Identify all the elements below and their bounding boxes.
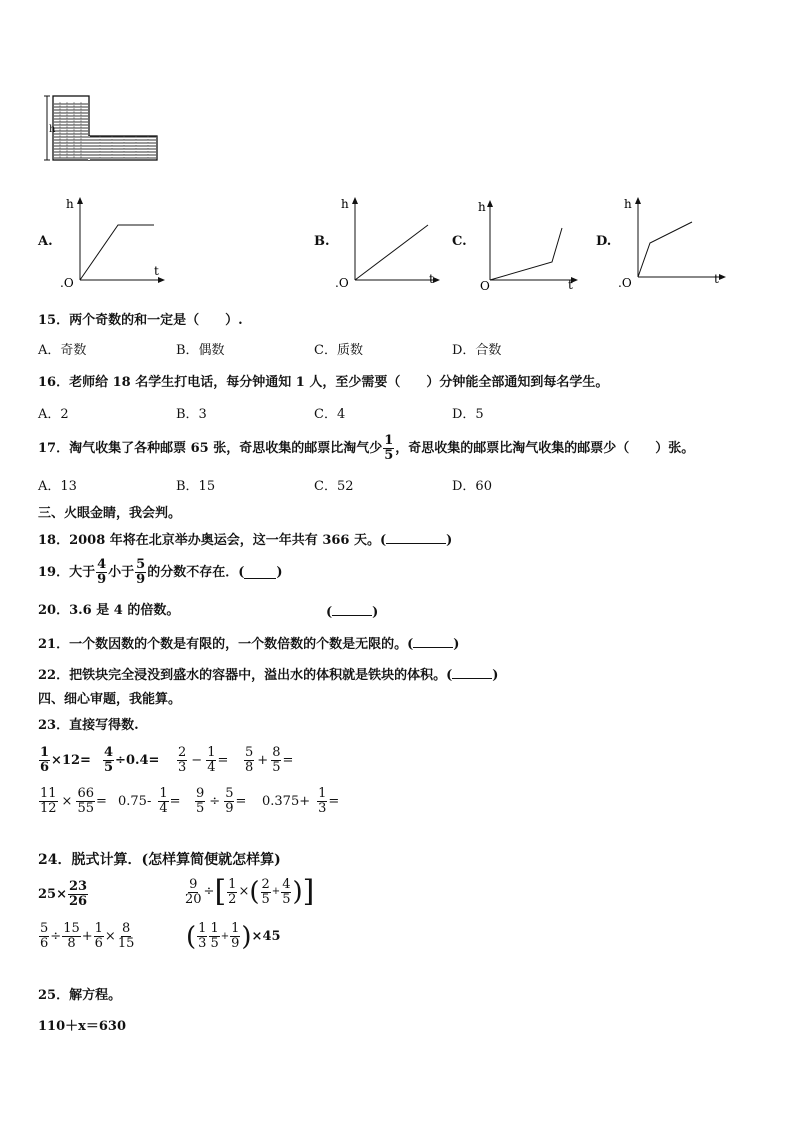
q24-e3-f3-num: 1 xyxy=(94,921,103,936)
q24-e2-f2-den: 2 xyxy=(228,891,237,907)
graph-a-x-label: t xyxy=(154,264,159,278)
q21-text: 21．一个数因数的个数是有限的，一个数倍数的个数是无限的。( xyxy=(38,637,414,652)
q24-e2-paren-open: ( xyxy=(249,877,260,907)
q19-b: 小于 xyxy=(108,564,135,580)
graph-c xyxy=(472,198,582,293)
q22 xyxy=(38,666,498,684)
q24-e2-f3-den: 5 xyxy=(261,891,270,907)
q24-e3-f4-den: 15 xyxy=(117,936,135,951)
graph-c-x-label: t xyxy=(568,278,573,292)
q24-e2-paren-close: ) xyxy=(292,877,303,907)
q15-option-c: C．质数 xyxy=(314,343,363,358)
graph-b-x-label: t xyxy=(429,272,434,286)
q23-e1-den: 6 xyxy=(40,760,50,775)
q19-frac-2 xyxy=(135,558,146,587)
graph-d-x-label: t xyxy=(714,272,719,286)
q20-close: ) xyxy=(372,605,379,620)
q24-e4-f1-num: 1 xyxy=(198,921,207,936)
q23-e7-eq: = xyxy=(235,793,247,809)
graph-a xyxy=(58,195,168,290)
q23-expr-7 xyxy=(194,787,246,816)
q17-option-b: B．15 xyxy=(176,479,216,494)
q23-e3-f1-den: 3 xyxy=(178,760,187,775)
q16-option-c: C．4 xyxy=(314,407,346,422)
q16-option-d: D．5 xyxy=(452,407,484,422)
q23-e7-f2-num: 5 xyxy=(225,786,234,801)
q19-f1-den: 9 xyxy=(97,572,107,587)
q24-e1-pre: 25× xyxy=(38,886,67,902)
q19-c: 的分数不存在．( xyxy=(147,564,245,580)
graph-a-label: A. xyxy=(38,234,53,249)
q17-option-a: A．13 xyxy=(38,479,77,494)
q23-e4-f2-num: 8 xyxy=(272,745,281,760)
q20-answer-blank[interactable] xyxy=(332,603,372,616)
q19-f1-num: 4 xyxy=(97,557,107,572)
graph-b-origin: .O xyxy=(335,276,349,290)
q21-close: ) xyxy=(453,637,460,652)
q20-text: 20．3.6 是 4 的倍数。 xyxy=(38,603,180,618)
q24-e3-plus: + xyxy=(81,928,93,944)
q16-stem: 16．老师给 18 名学生打电话，每分钟通知 1 人，至少需要（ ）分钟能全部通知到每名学生。 xyxy=(38,375,609,390)
graph-b-y-label: h xyxy=(341,197,349,211)
q23-e4-f1-num: 5 xyxy=(245,745,254,760)
q23-e5-f2-den: 55 xyxy=(77,801,94,816)
graph-a-origin: .O xyxy=(60,276,74,290)
q20-open: ( xyxy=(326,605,333,620)
graph-d-y-label: h xyxy=(624,197,632,211)
q22-close: ) xyxy=(492,668,499,683)
q23-e7-f2-den: 9 xyxy=(225,801,234,816)
q24-e3-f4-num: 8 xyxy=(121,921,131,936)
q23-e4-f2-den: 5 xyxy=(272,760,281,775)
q23-e1-num: 1 xyxy=(40,745,50,760)
q23-e5-eq: = xyxy=(96,793,107,809)
graph-c-y-label: h xyxy=(478,200,486,214)
q23-expr-4 xyxy=(243,746,293,775)
q24-e3-f2-den: 8 xyxy=(67,936,76,951)
q21 xyxy=(38,635,459,653)
q23-e8-den: 3 xyxy=(318,801,327,816)
q23-e6-eq: = xyxy=(169,793,181,809)
q17-frac-den: 5 xyxy=(384,448,394,463)
q24-title: 24．脱式计算．(怎样算简便就怎样算) xyxy=(38,852,281,868)
q24-expr-1 xyxy=(38,880,89,909)
q19-answer-blank[interactable] xyxy=(244,566,276,579)
q19-close: ) xyxy=(276,564,283,580)
q24-e3-div: ÷ xyxy=(50,928,62,944)
q15-option-d: D．合数 xyxy=(452,343,502,358)
graph-c-origin: O xyxy=(480,279,490,293)
q23-e8-num: 1 xyxy=(318,786,327,801)
q24-e3-f1-num: 5 xyxy=(40,921,49,936)
q23-e3-f2-num: 1 xyxy=(207,745,216,760)
q17-stem-a: 17．淘气收集了各种邮票 65 张，奇思收集的邮票比淘气少 xyxy=(38,440,383,456)
q19-a: 19．大于 xyxy=(38,564,96,580)
container-h-label: h xyxy=(49,124,56,135)
q15-stem: 15．两个奇数的和一定是（ ）. xyxy=(38,313,243,328)
q15-option-b: B．偶数 xyxy=(176,343,225,358)
q23-e1-rest: ×12= xyxy=(51,752,91,768)
q16-option-b: B．3 xyxy=(176,407,207,422)
q17-frac-num: 1 xyxy=(384,433,394,448)
q23-e7-f1-den: 5 xyxy=(196,801,205,816)
graph-b xyxy=(333,195,443,290)
q23-e8-pre: 0.375+ xyxy=(262,793,311,809)
q23-e2-den: 5 xyxy=(104,760,114,775)
q18-close: ) xyxy=(446,533,453,548)
q24-e2-mul: × xyxy=(238,884,250,899)
q23-e2-rest: ÷0.4= xyxy=(115,752,160,768)
q24-expr-2 xyxy=(183,874,315,909)
section-3-heading: 三、火眼金睛，我会判。 xyxy=(38,506,182,521)
graph-b-label: B. xyxy=(314,234,330,249)
q19 xyxy=(38,558,283,587)
q23-e5-f1-den: 12 xyxy=(40,801,57,816)
q24-e2-f4-den: 5 xyxy=(282,891,291,907)
q24-expr-3 xyxy=(38,922,136,951)
q18-text: 18．2008 年将在北京举办奥运会，这一年共有 366 天。( xyxy=(38,533,387,548)
graph-d-label: D. xyxy=(596,234,612,249)
q23-e3-op: − xyxy=(191,752,203,768)
graph-d-origin: .O xyxy=(618,276,632,290)
q18-answer-blank[interactable] xyxy=(386,531,446,544)
q19-f2-den: 9 xyxy=(136,572,146,587)
graph-d xyxy=(616,195,731,290)
q23-e6-pre: 0.75- xyxy=(118,793,152,809)
q24-e2-plus: + xyxy=(271,886,281,897)
q25-title: 25．解方程。 xyxy=(38,988,122,1003)
q24-e2-bracket-close: ] xyxy=(302,874,315,909)
q23-e3-f2-den: 4 xyxy=(207,760,216,775)
q24-expr-4 xyxy=(186,922,281,951)
q19-f2-num: 5 xyxy=(136,557,146,572)
graph-c-label: C. xyxy=(452,234,467,249)
q23-e6-num: 1 xyxy=(159,786,168,801)
q23-expr-6 xyxy=(118,787,181,816)
q18 xyxy=(38,531,452,549)
q24-e3-f2-num: 15 xyxy=(63,921,80,936)
q15-option-a: A．奇数 xyxy=(38,343,87,358)
q24-e3-f3-den: 6 xyxy=(94,936,103,951)
q23-expr-5 xyxy=(38,787,107,816)
q24-e1-num: 23 xyxy=(68,879,88,894)
section-4-heading: 四、细心审题，我能算。 xyxy=(38,692,182,707)
q25-equation: 110＋x＝630 xyxy=(38,1019,127,1034)
q21-answer-blank[interactable] xyxy=(413,635,453,648)
q23-e4-eq: = xyxy=(282,752,294,768)
q17-option-c: C．52 xyxy=(314,479,354,494)
q24-e4-f2-den: 5 xyxy=(210,936,219,951)
q16-option-a: A．2 xyxy=(38,407,69,422)
q24-e4-f3-num: 1 xyxy=(231,921,240,936)
q23-e5-f1-num: 11 xyxy=(40,786,57,801)
q19-frac-1 xyxy=(96,558,107,587)
q23-expr-1 xyxy=(38,746,91,775)
q23-expr-3 xyxy=(176,746,228,775)
container-figure xyxy=(40,92,165,164)
q23-e6-den: 4 xyxy=(159,801,168,816)
q17-stem-b: ，奇思收集的邮票比淘气收集的邮票少（ ）张。 xyxy=(395,440,695,456)
q23-expr-8 xyxy=(262,787,339,816)
q24-e2-f1-num: 9 xyxy=(189,876,198,892)
q23-e7-op: ÷ xyxy=(209,793,221,809)
q22-text: 22．把铁块完全浸没到盛水的容器中，溢出水的体积就是铁块的体积。( xyxy=(38,668,453,683)
q23-e5-op: × xyxy=(61,793,73,809)
q23-e7-f1-num: 9 xyxy=(196,786,205,801)
q20-bracket xyxy=(326,603,378,621)
q24-e4-f2-num: 1 xyxy=(210,921,219,936)
q22-answer-blank[interactable] xyxy=(452,666,492,679)
q23-e3-f1-num: 2 xyxy=(178,745,187,760)
q23-e8-eq: = xyxy=(328,793,340,809)
q23-e3-eq: = xyxy=(217,752,229,768)
q24-e2-f4-num: 4 xyxy=(282,876,291,892)
q17-stem xyxy=(38,434,694,463)
q24-e4-post: ×45 xyxy=(251,928,281,944)
q24-e2-f2-num: 1 xyxy=(228,876,237,892)
q17-fraction xyxy=(383,434,394,463)
q24-e2-f3-num: 2 xyxy=(261,876,270,892)
q17-option-d: D．60 xyxy=(452,479,492,494)
q24-e2-bracket-open: [ xyxy=(214,874,227,909)
q24-e3-mul: × xyxy=(104,928,116,944)
q24-e3-f1-den: 6 xyxy=(40,936,49,951)
q24-e4-paren-open: ( xyxy=(186,921,197,952)
q24-e4-f1-den: 3 xyxy=(198,936,207,951)
q24-e2-div: ÷ xyxy=(203,884,215,899)
q23-expr-2 xyxy=(102,746,159,775)
q23-e4-f1-den: 8 xyxy=(245,760,254,775)
q24-e2-f1-den: 20 xyxy=(185,891,202,907)
q23-e2-num: 4 xyxy=(104,745,114,760)
q24-e1-den: 26 xyxy=(68,894,88,909)
q24-e4-plus: + xyxy=(220,930,230,942)
q24-e4-paren-close: ) xyxy=(241,921,252,952)
q23-e5-f2-num: 66 xyxy=(77,786,94,801)
graph-a-y-label: h xyxy=(66,197,74,211)
q23-title: 23．直接写得数. xyxy=(38,718,139,733)
q23-e4-op: + xyxy=(257,752,269,768)
q24-e4-f3-den: 9 xyxy=(231,936,240,951)
